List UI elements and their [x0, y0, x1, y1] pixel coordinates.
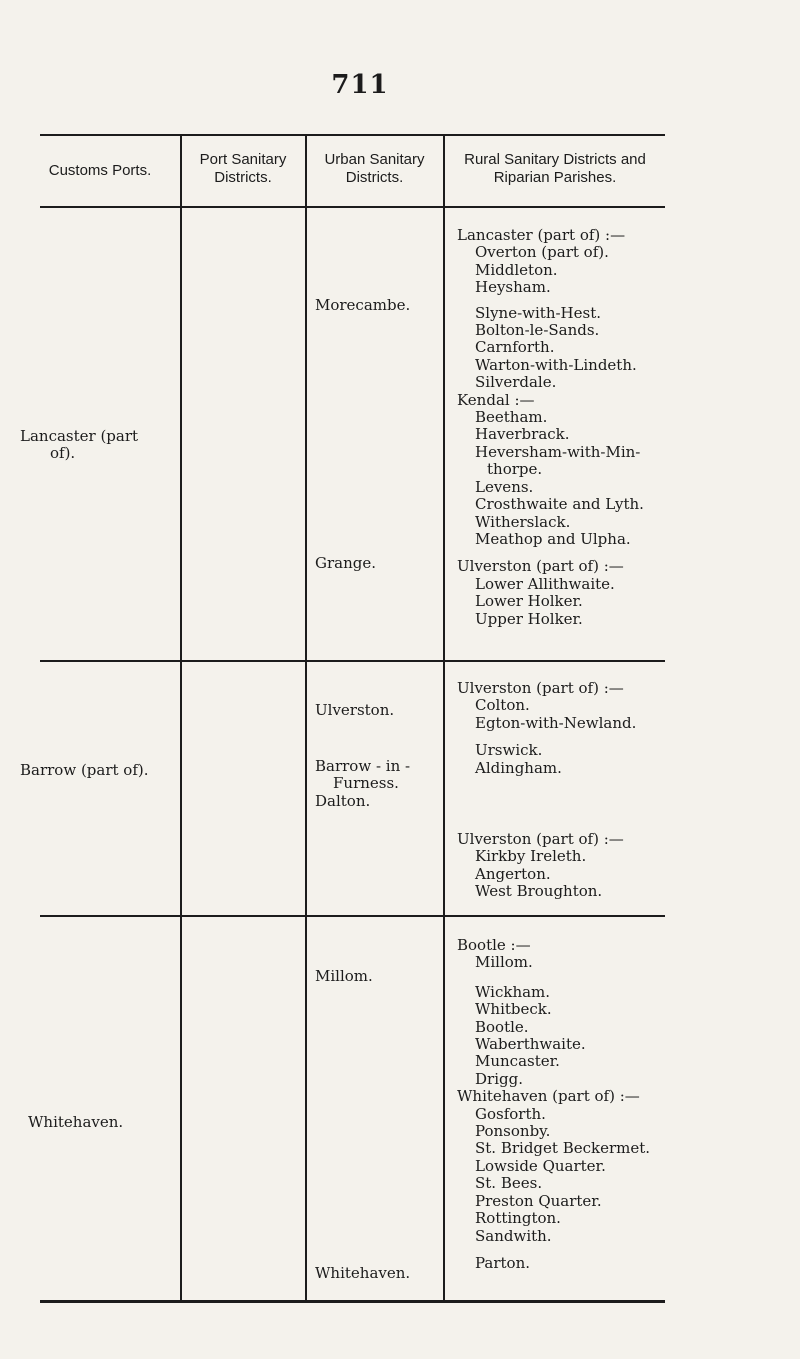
list-item: West Broughton. — [475, 882, 603, 901]
list-item: Parton. — [475, 1253, 531, 1272]
table-bottom-rule — [40, 1300, 665, 1303]
list-item: Kirkby Ireleth. — [475, 847, 587, 866]
list-item: Millom. — [475, 953, 533, 972]
list-item: Whitbeck. — [475, 1000, 552, 1019]
column-divider-2 — [305, 134, 307, 1302]
list-item: Egton-with-Newland. — [475, 713, 637, 732]
list-item: Heversham-with-Min- — [475, 442, 641, 461]
list-item: Silverdale. — [475, 373, 557, 392]
list-item: Urswick. — [475, 741, 543, 760]
customs-port-whitehaven: Whitehaven. — [28, 1113, 124, 1131]
rural-group-heading: Bootle :— — [457, 936, 531, 954]
list-item: Colton. — [475, 696, 530, 715]
section-rule-1 — [40, 660, 665, 662]
list-item: Aldingham. — [475, 758, 562, 777]
list-item: Haverbrack. — [475, 425, 570, 444]
list-item: St. Bees. — [475, 1174, 543, 1193]
rural-group-heading: Ulverston (part of) :— — [457, 679, 624, 697]
header-rule — [40, 206, 665, 208]
urban-district-morecambe: Morecambe. — [315, 296, 411, 314]
urban-district-whitehaven: Whitehaven. — [315, 1264, 411, 1282]
list-item: Bootle. — [475, 1017, 529, 1036]
list-item: Overton (part of). — [475, 243, 609, 262]
customs-port-lancaster: Lancaster (part of). — [20, 427, 139, 463]
list-item: Preston Quarter. — [475, 1191, 602, 1210]
list-item: Lowside Quarter. — [475, 1156, 606, 1175]
rural-districts-lancaster-section — [457, 227, 672, 628]
list-item: Lower Allithwaite. — [475, 574, 615, 593]
list-item: Crosthwaite and Lyth. — [475, 495, 644, 514]
list-item: Lower Holker. — [475, 592, 583, 611]
list-item-continuation: thorpe. — [487, 460, 543, 479]
list-item: Slyne-with-Hest. — [475, 303, 601, 322]
list-item: Rottington. — [475, 1209, 561, 1228]
header-customs-ports: Customs Ports. — [48, 162, 152, 179]
header-port-sanitary: Port Sanitary Districts. — [199, 151, 287, 186]
header-rural-sanitary: Rural Sanitary Districts and Riparian Parishes. — [464, 151, 646, 186]
list-item: St. Bridget Beckermet. — [475, 1139, 651, 1158]
urban-district-barrow-in-furness: Barrow - in - Furness. Dalton. — [315, 757, 411, 810]
customs-port-barrow: Barrow (part of). — [20, 761, 149, 779]
list-item: Sandwith. — [475, 1226, 552, 1245]
list-item: Drigg. — [475, 1069, 523, 1088]
list-item: Ponsonby. — [475, 1122, 551, 1141]
rural-group-heading: Kendal :— — [457, 390, 535, 409]
rural-group-heading: Ulverston (part of) :— — [457, 830, 624, 849]
list-item: Witherslack. — [475, 512, 571, 531]
rural-districts-whitehaven-section — [457, 937, 672, 1272]
list-item: Waberthwaite. — [475, 1035, 586, 1054]
list-item: Carnforth. — [475, 338, 555, 357]
urban-district-grange: Grange. — [315, 554, 377, 572]
list-item: Levens. — [475, 477, 534, 496]
list-item: Muncaster. — [475, 1052, 560, 1071]
rural-districts-barrow-section — [457, 680, 672, 901]
list-item: Upper Holker. — [475, 609, 583, 628]
page-number: 711 — [331, 70, 389, 100]
list-item: Warton-with-Lindeth. — [475, 355, 637, 374]
list-item: Beetham. — [475, 408, 548, 427]
header-urban-sanitary: Urban Sanitary Districts. — [324, 151, 425, 186]
urban-district-millom: Millom. — [315, 967, 373, 985]
column-divider-1 — [180, 134, 182, 1302]
rural-group-heading: Ulverston (part of) :— — [457, 557, 624, 576]
list-item: Gosforth. — [475, 1104, 546, 1123]
rural-group-heading: Lancaster (part of) :— — [457, 226, 626, 244]
table-top-rule — [40, 134, 665, 136]
rural-group-heading: Whitehaven (part of) :— — [457, 1087, 640, 1106]
list-item: Wickham. — [475, 982, 551, 1001]
list-item: Angerton. — [475, 864, 551, 883]
section-rule-2 — [40, 915, 665, 917]
list-item: Heysham. — [475, 278, 551, 297]
urban-district-ulverston: Ulverston. — [315, 701, 395, 719]
list-item: Middleton. — [475, 260, 558, 279]
list-item: Meathop and Ulpha. — [475, 529, 631, 548]
list-item: Bolton-le-Sands. — [475, 321, 600, 340]
